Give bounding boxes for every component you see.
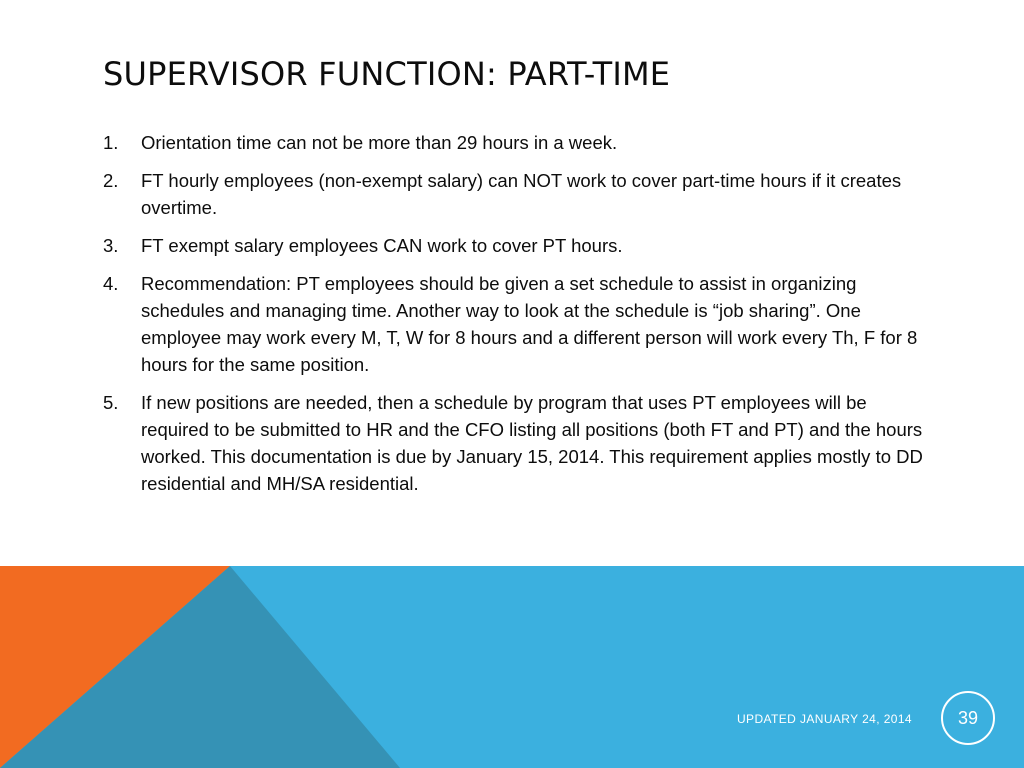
list-item xyxy=(103,389,923,497)
numbered-list xyxy=(103,129,923,508)
list-item-text: Recommendation: PT employees should be given a set schedule to assist in organizing schedules and managing time. Another way to look at the schedule is “job sharing”. One employee may work every M, T, W for 8 hours and a different person will work every Th, F for 8 hours for the same position. xyxy=(141,273,918,375)
list-item-text: Orientation time can not be more than 29 hours in a week. xyxy=(141,132,618,153)
page-number-badge xyxy=(941,691,995,745)
updated-date: UPDATED JANUARY 24, 2014 xyxy=(736,712,912,726)
footer-graphic xyxy=(0,566,1024,768)
list-item xyxy=(103,232,923,259)
list-item-text: FT exempt salary employees CAN work to cover PT hours. xyxy=(141,235,623,256)
list-item-text: FT hourly employees (non-exempt salary) can NOT work to cover part-time hours if it creates overtime. xyxy=(141,170,902,218)
list-item xyxy=(103,167,923,221)
list-item-text: If new positions are needed, then a schedule by program that uses PT employees will be required to be submitted to HR and the CFO listing all positions (both FT and PT) and the hours worked. This documentation is due by January 15, 2014. This requirement applies mostly to DD residential and MH/SA residential. xyxy=(141,392,923,494)
list-item-number: 4. xyxy=(103,273,119,294)
list-item-number: 3. xyxy=(103,235,119,256)
footer-band xyxy=(0,566,1024,768)
list-item-number: 1. xyxy=(103,132,119,153)
list-item xyxy=(103,129,923,156)
list-item xyxy=(103,270,923,378)
list-item-number: 2. xyxy=(103,170,119,191)
page-number: 39 xyxy=(957,707,979,728)
list-item-number: 5. xyxy=(103,392,119,413)
slide-title: SUPERVISOR FUNCTION: PART-TIME xyxy=(103,55,671,93)
